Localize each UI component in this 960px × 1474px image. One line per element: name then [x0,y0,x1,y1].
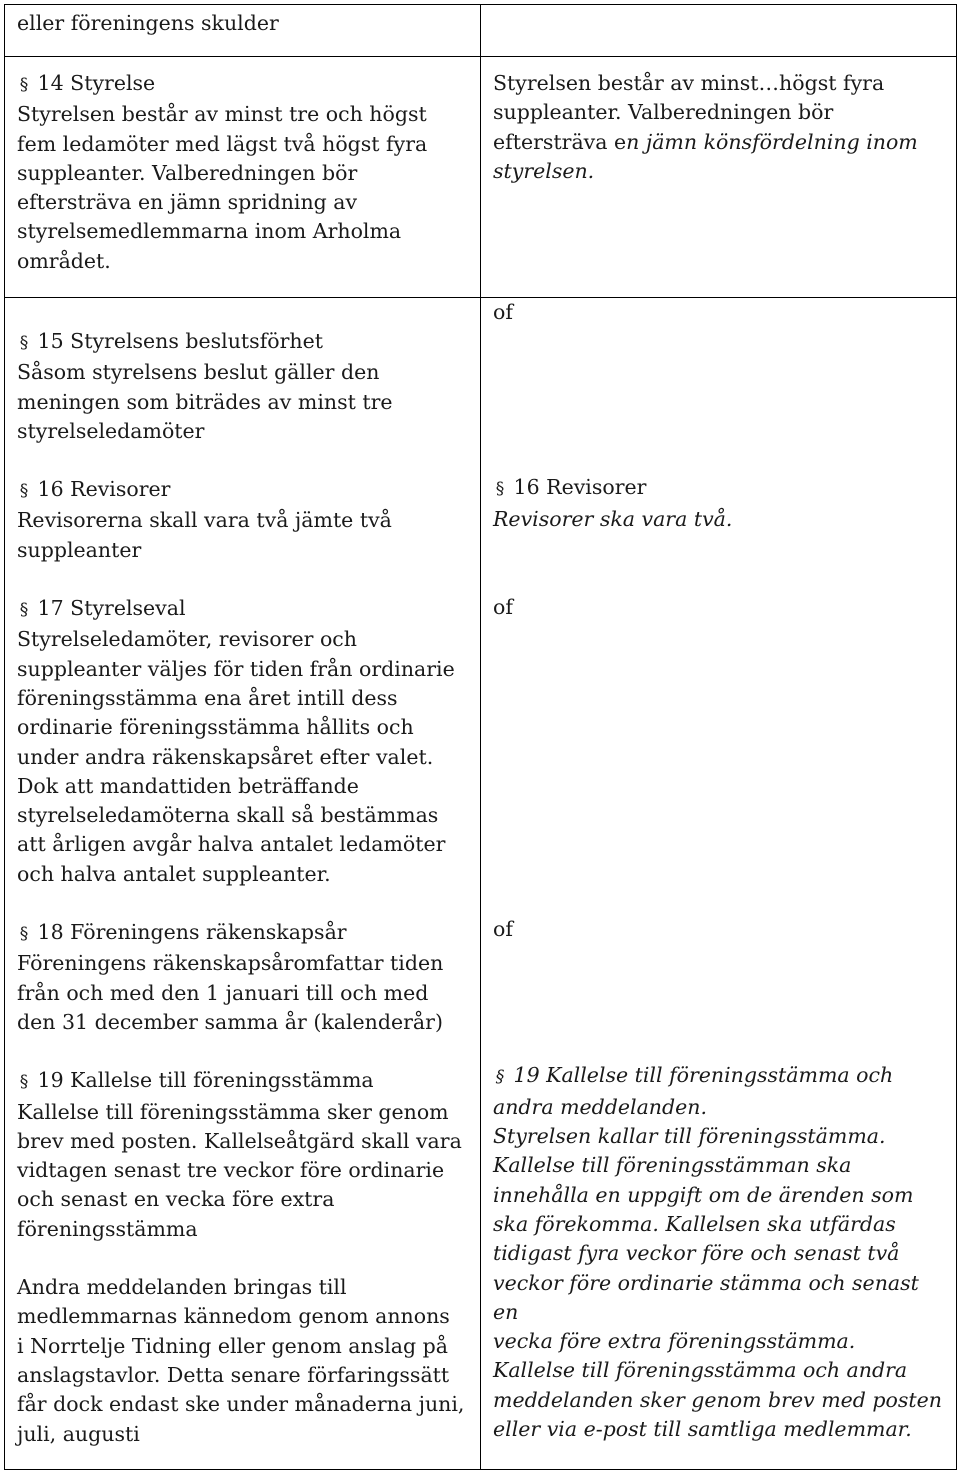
section-sign-icon: § [19,333,29,353]
left-cell-section-14 [5,57,481,298]
section-18 [17,918,472,1037]
section-15 [17,327,472,446]
section-heading: § 16 Revisorer [493,473,948,504]
table-row [5,5,957,57]
unchanged-marker: of [493,917,513,942]
section-sign-icon: § [19,1072,29,1093]
bylaws-comparison-table [4,4,957,1470]
section-sign-icon: § [495,1067,505,1088]
section-heading: § 15 Styrelsens beslutsförhet [17,327,472,358]
section-heading: § 14 Styrelse [17,69,472,100]
section-16 [17,475,472,565]
continuation-text: eller föreningens skulder [17,11,279,35]
unchanged-marker: of [493,594,513,619]
section-sign-icon: § [19,600,29,621]
section-body: Såsom styrelsens beslut gäller den meningen som biträdes av minst tre styrelseledamöter [17,360,393,443]
section-body: Styrelsen består av minst tre och högst fem ledamöter med lägst två högst fyra suppleanter. Valberedningen bör eftersträva en jämn spridning av styrelsemedlemmarna inom Arholma området. [17,102,428,273]
section-sign-icon: § [19,75,29,95]
section-heading: § 19 Kallelse till föreningsstämma [17,1066,472,1097]
table-row [5,298,957,1470]
section-sign-icon: § [19,481,29,502]
section-17 [17,594,472,889]
section-body-second-paragraph: Andra meddelanden bringas till medlemmarnas kännedom genom annons i Norrtelje Tidning eller genom anslag på anslagstavlor. Detta senare förfaringssätt får dock endast ske under månaderna juni, juli, augusti [17,1275,465,1446]
right-cell-section-14 [481,57,957,298]
section-19-proposal [493,1061,948,1444]
section-sign-icon: § [495,479,505,500]
table-row [5,57,957,298]
section-16-proposal [493,473,948,534]
right-cell-sections-15-19 [481,298,957,1470]
unchanged-marker: of [493,300,513,324]
section-sign-icon: § [19,924,29,945]
section-body: Styrelseledamöter, revisorer och suppleanter väljes för tiden från ordinarie föreningsstämma ena året intill dess ordinarie föreningsstämma hållits och under andra räkenskapsåret efter valet. Dok att mandattiden beträffande styrelseledamöterna skall så bestämmas att årligen avgår halva antalet ledamöter och halva antalet suppleanter. [17,627,455,886]
section-14 [17,69,472,276]
section-body: Styrelsen består av minst…högst fyra suppleanter. Valberedningen bör eftersträva en jämn könsfördelning inom styrelsen. [493,71,918,183]
section-heading: § 19 Kallelse till föreningsstämma och andra meddelanden. [493,1063,894,1119]
section-heading: § 18 Föreningens räkenskapsår [17,918,472,949]
right-cell-empty [481,5,957,57]
left-cell-sections-15-19 [5,298,481,1470]
section-body: Kallelse till föreningsstämma sker genom brev med posten. Kallelseåtgärd skall vara vidtagen senast tre veckor före ordinarie och senast en vecka före extra föreningsstämma [17,1099,462,1241]
section-heading: § 17 Styrelseval [17,594,472,625]
section-body: Styrelsen kallar till föreningsstämma. Kallelse till föreningsstämman ska innehålla en uppgift om de ärenden som ska förekomma. Kallelsen ska utfärdas tidigast fyra veckor före och senast två veckor före ordinarie stämma och senast en vecka före extra föreningsstämma. Kallelse till föreningsstämma och andra meddelanden sker genom brev med posten eller via e-post till samtliga medlemmar. [493,1124,942,1442]
section-heading: § 16 Revisorer [17,475,472,506]
section-body: Föreningens räkenskapsåromfattar tiden från och med den 1 januari till och med den 31 december samma år (kalenderår) [17,951,444,1034]
left-cell-continuation [5,5,481,57]
section-19 [17,1066,472,1449]
section-body: Revisorer ska vara två. [493,506,733,531]
section-body: Revisorerna skall vara två jämte två suppleanter [17,508,392,562]
